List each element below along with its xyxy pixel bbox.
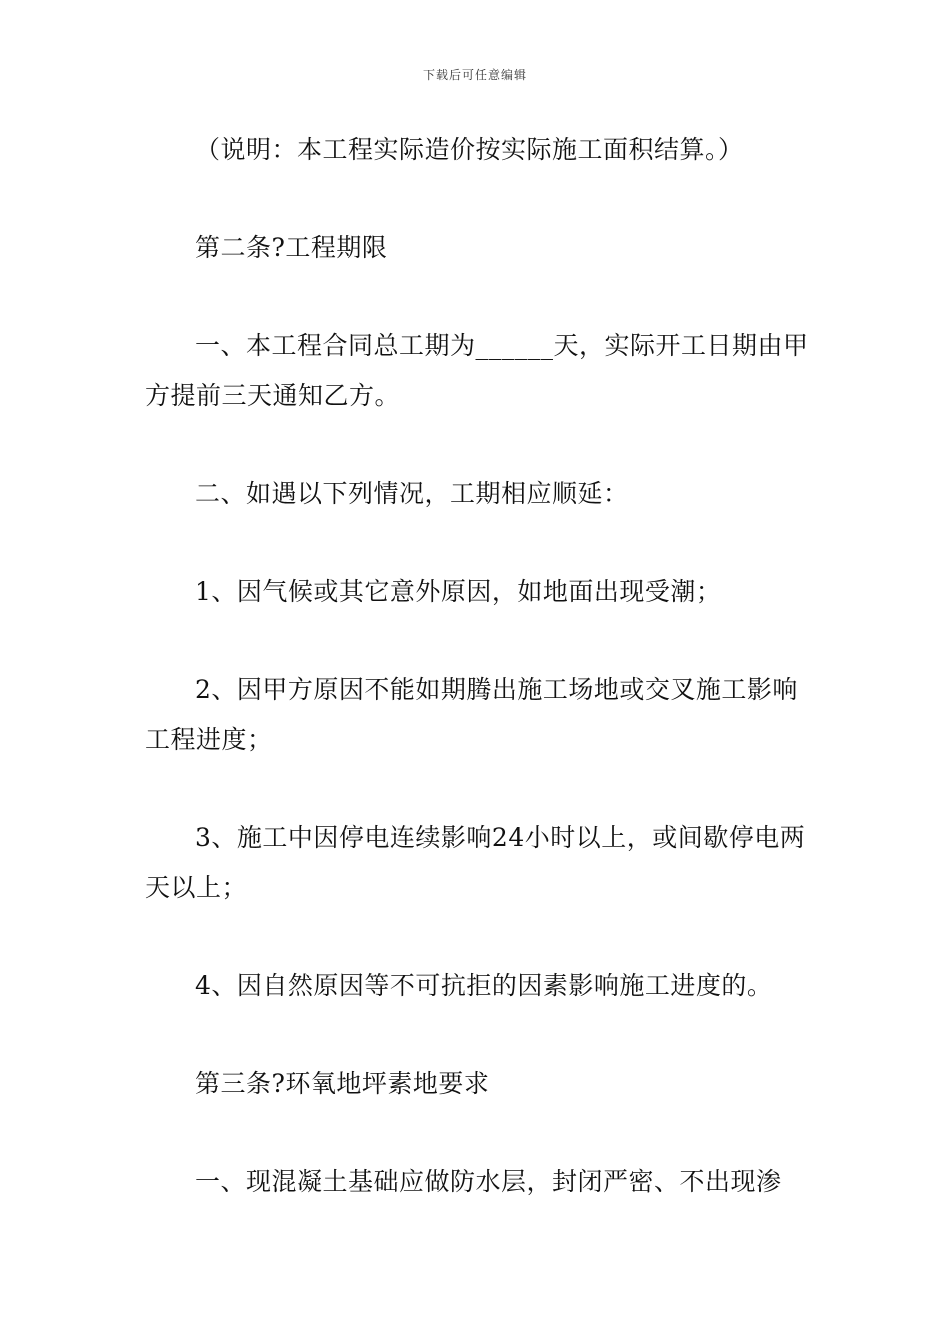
paragraph-note-settlement: （说明：本工程实际造价按实际施工面积结算。） — [195, 135, 744, 164]
list-item-4: 4、因自然原因等不可抗拒的因素影响施工进度的。 — [195, 971, 773, 1000]
paragraph-total-duration: 一、本工程合同总工期为______天，实际开工日期由甲方提前三天通知乙方。 — [145, 331, 809, 410]
section-heading-article-2: 第二条?工程期限 — [195, 233, 388, 262]
section-heading-article-3: 第三条?环氧地坪素地要求 — [195, 1069, 490, 1098]
paragraph-extension-conditions: 二、如遇以下列情况，工期相应顺延： — [195, 479, 629, 508]
page-header-note: 下载后可任意编辑 — [422, 68, 527, 82]
paragraph-base-requirement: 一、现混凝土基础应做防水层，封闭严密、不出现渗 — [195, 1167, 782, 1196]
list-item-1: 1、因气候或其它意外原因，如地面出现受潮； — [195, 577, 722, 606]
document-body — [145, 125, 810, 1255]
list-item-2: 2、因甲方原因不能如期腾出施工场地或交叉施工影响工程进度； — [145, 675, 798, 754]
list-item-3: 3、施工中因停电连续影响24小时以上，或间歇停电两天以上； — [145, 823, 806, 902]
